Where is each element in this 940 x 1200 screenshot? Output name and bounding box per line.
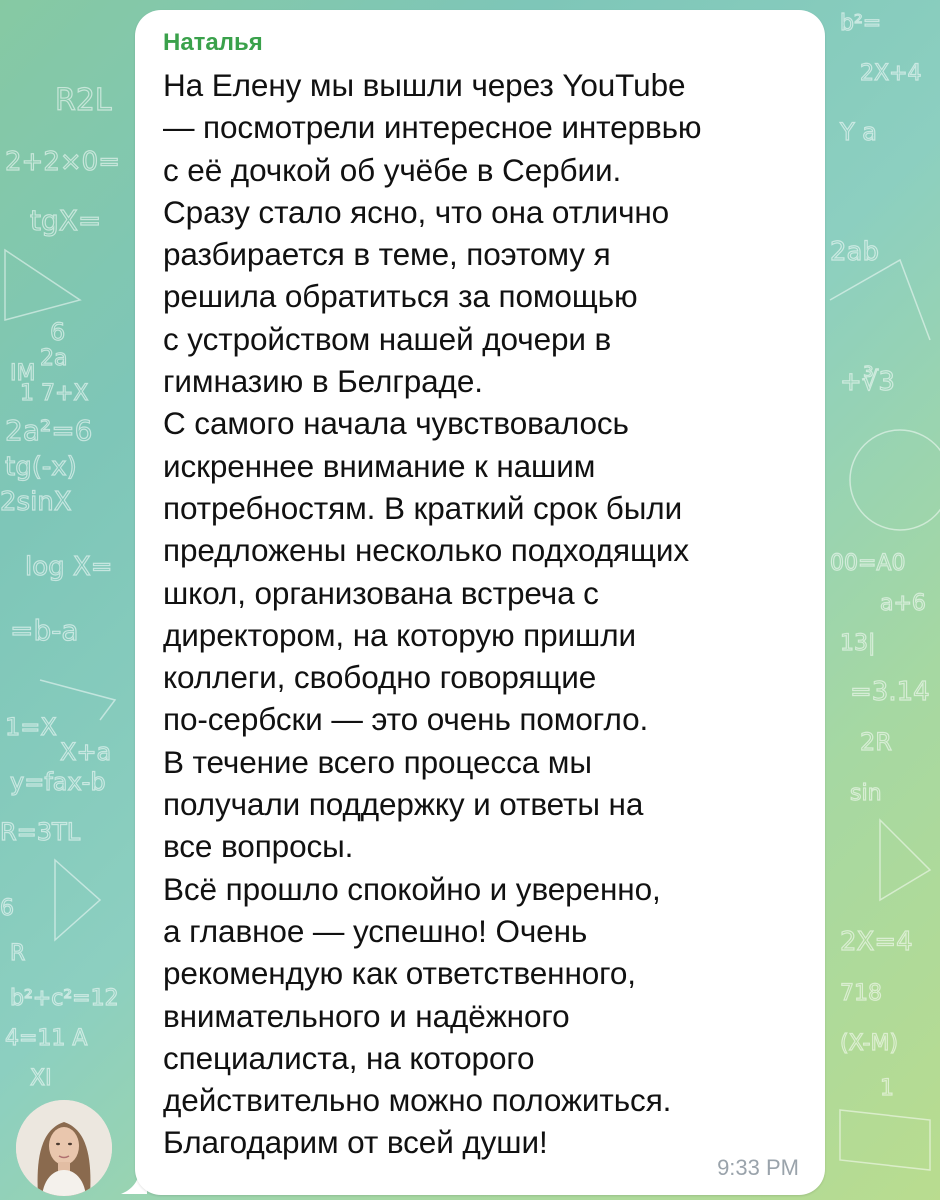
message-line: по-сербски — это очень помогло. (163, 701, 649, 738)
svg-text:2a²=6: 2a²=6 (5, 414, 93, 447)
message-bubble[interactable] (135, 10, 825, 1195)
svg-text:6: 6 (50, 318, 66, 346)
svg-text:2X+4: 2X+4 (860, 61, 922, 86)
message-line: все вопросы. (163, 828, 354, 865)
sender-name[interactable]: Наталья (163, 29, 263, 56)
svg-text:a+6: a+6 (880, 591, 926, 616)
svg-text:2a: 2a (40, 346, 68, 371)
svg-text:tgX=: tgX= (30, 204, 102, 237)
message-line: В течение всего процесса мы (163, 743, 592, 780)
message-line: На Елену мы вышли через YouTube (163, 67, 686, 103)
message-line: а главное — успешно! Очень (163, 912, 588, 949)
message-line: рекомендую как ответственного, (163, 955, 636, 992)
svg-text:13|: 13| (840, 631, 876, 656)
message-line: директором, на которую пришли (163, 616, 636, 653)
svg-text:00=A0: 00=A0 (830, 551, 906, 576)
message-line: потребностям. В краткий срок были (163, 489, 683, 526)
svg-text:=b-a: =b-a (10, 614, 79, 647)
message-text (163, 64, 801, 1164)
message-line: С самого начала чувствовалось (163, 405, 629, 442)
message-line: Благодарим от всей души! (163, 1124, 548, 1161)
svg-text:2R: 2R (860, 728, 892, 756)
svg-text:(X-M): (X-M) (840, 1031, 899, 1056)
svg-text:2sinX: 2sinX (0, 487, 72, 517)
svg-text:tg(-x): tg(-x) (5, 452, 77, 482)
message-line: Сразу стало ясно, что она отлично (163, 193, 670, 230)
message-line: Всё прошло спокойно и уверенно, (163, 870, 661, 907)
svg-text:Y a: Y a (840, 118, 877, 146)
svg-text:1=X: 1=X (5, 713, 57, 741)
svg-text:b²=: b²= (840, 11, 882, 36)
svg-text:1: 1 (880, 1076, 894, 1101)
message-line: гимназию в Белграде. (163, 363, 483, 400)
svg-text:y=fax-b: y=fax-b (10, 768, 106, 796)
svg-text:6: 6 (0, 896, 14, 921)
svg-text:XI: XI (30, 1066, 52, 1091)
message-line: решила обратиться за помощью (163, 278, 638, 315)
svg-text:4=11 A: 4=11 A (5, 1026, 88, 1051)
message-line: действительно можно положиться. (163, 1082, 672, 1119)
svg-text:2ab: 2ab (830, 237, 879, 267)
svg-text:sin: sin (850, 781, 882, 806)
svg-text:IM: IM (10, 361, 36, 386)
svg-text:2X=4: 2X=4 (840, 927, 913, 957)
svg-text:log X=: log X= (25, 552, 113, 582)
message-line: получали поддержку и ответы на (163, 786, 644, 823)
message-timestamp: 9:33 PM (717, 1155, 799, 1180)
sender-avatar[interactable] (16, 1100, 112, 1196)
message-line: с устройством нашей дочери в (163, 320, 612, 357)
svg-text:2+2×0=: 2+2×0= (5, 147, 120, 177)
message-line: специалиста, на которого (163, 1039, 535, 1076)
message-line: — посмотрели интересное интервью (163, 109, 702, 146)
message-line: внимательного и надёжного (163, 997, 570, 1034)
svg-text:R2L: R2L (55, 83, 112, 118)
user-photo-avatar-icon (16, 1100, 112, 1196)
message-line: искреннее внимание к нашим (163, 447, 596, 484)
svg-text:b²+c²=12: b²+c²=12 (10, 986, 119, 1011)
svg-text:X+a: X+a (60, 738, 112, 766)
svg-text:718: 718 (840, 981, 882, 1006)
message-line: коллеги, свободно говорящие (163, 659, 597, 696)
message-line: разбирается в теме, поэтому я (163, 236, 611, 273)
message-line: предложены несколько подходящих (163, 532, 689, 569)
message-line: школ, организована встреча с (163, 574, 599, 611)
svg-text:R=3TL: R=3TL (0, 818, 81, 846)
svg-text:1 7+X: 1 7+X (20, 381, 89, 406)
svg-text:R: R (10, 941, 26, 966)
svg-text:=3.14: =3.14 (850, 677, 930, 707)
message-line: с её дочкой об учёбе в Сербии. (163, 151, 622, 188)
svg-text:+∛3: +∛3 (840, 367, 895, 397)
